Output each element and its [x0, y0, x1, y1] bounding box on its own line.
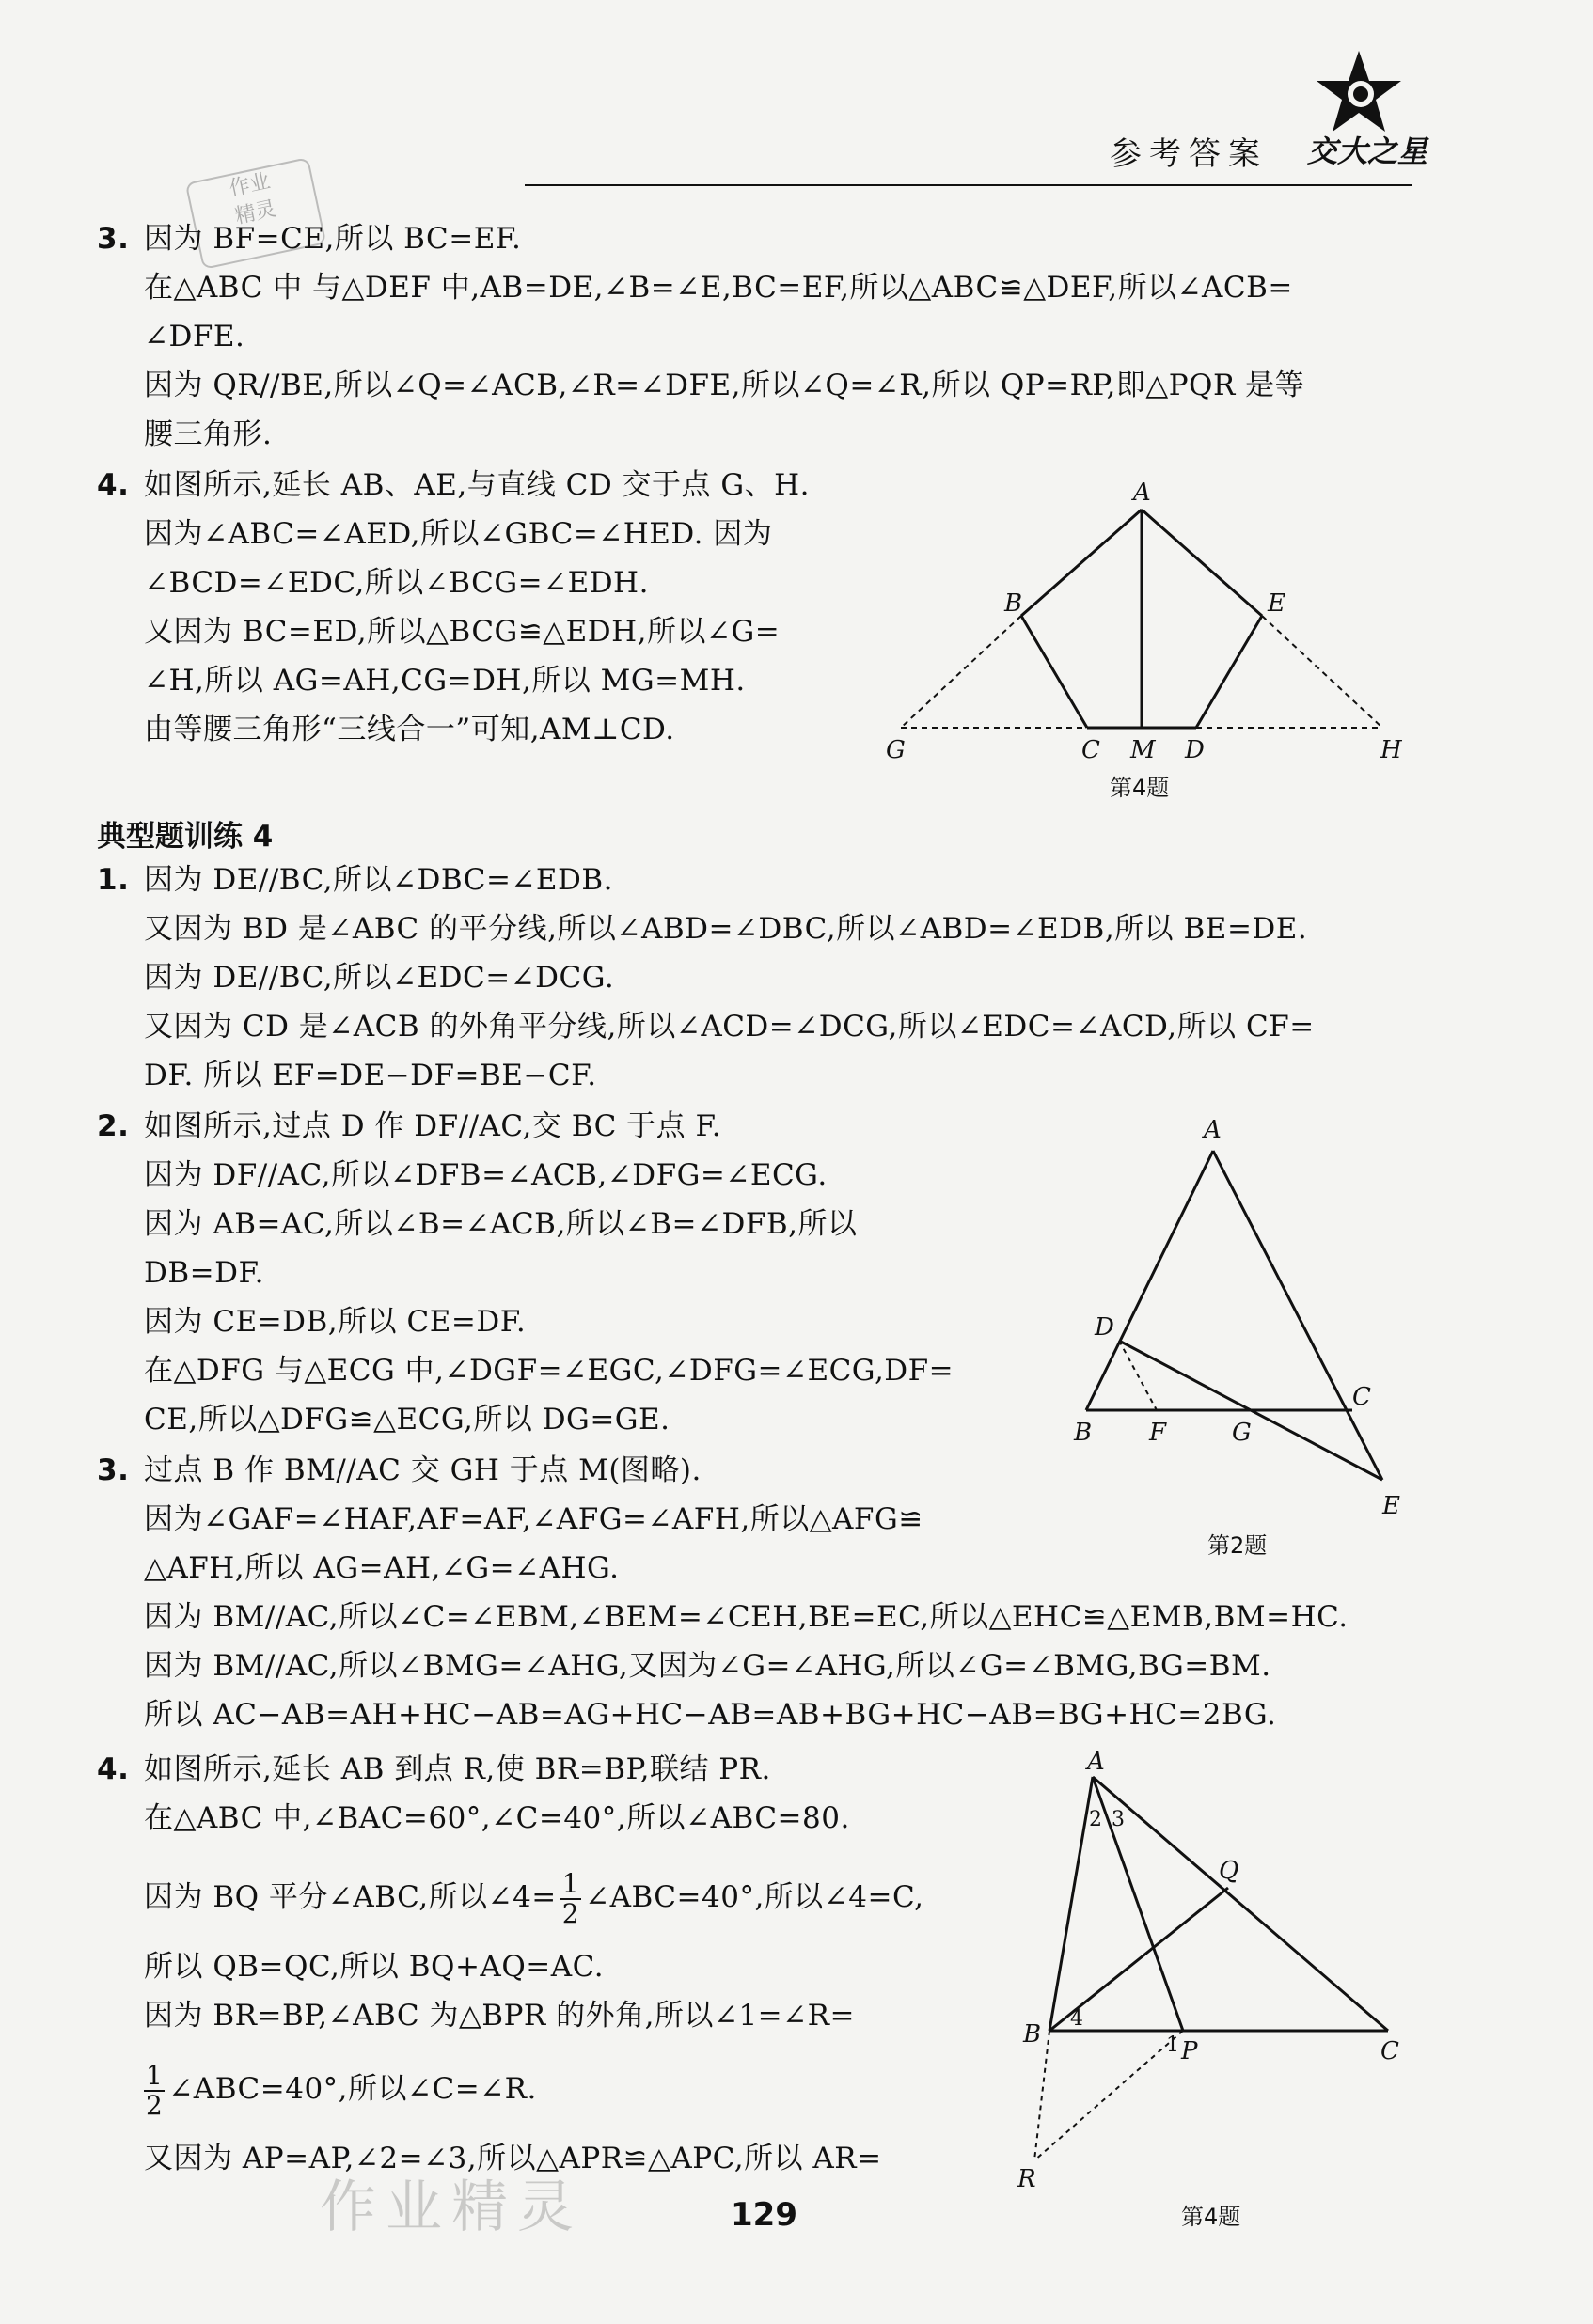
star-logo-icon	[1312, 45, 1406, 139]
segment-AE	[1142, 510, 1262, 616]
problem-number: 4.	[97, 468, 130, 502]
text-line: 因为 DE//BC,所以∠EDC=∠DCG.	[144, 961, 615, 995]
problem-number: 1.	[97, 863, 130, 897]
segment-EH-dashed	[1262, 616, 1382, 728]
fraction	[144, 2059, 165, 2121]
fraction-denominator: 2	[561, 1897, 580, 1929]
section-title: 典型题训练 4	[97, 820, 274, 854]
text-line: 在△ABC 中,∠BAC=60°,∠C=40°,所以∠ABC=80.	[144, 1801, 850, 1835]
label-A: A	[1087, 1749, 1105, 1776]
text-line: 因为 QR//BE,所以∠Q=∠ACB,∠R=∠DFE,所以∠Q=∠R,所以 QP=RP,即△PQR 是等	[144, 369, 1305, 402]
figure-caption: 第4题	[1181, 2204, 1241, 2230]
segment-AB	[1086, 1151, 1213, 1410]
segment-AB	[1021, 510, 1142, 616]
text-line: ∠DFE.	[144, 320, 245, 353]
text-line: ∠H,所以 AG=AH,CG=DH,所以 MG=MH.	[144, 664, 746, 698]
text-line: 又因为 BD 是∠ABC 的平分线,所以∠ABD=∠DBC,所以∠ABD=∠EDB,所以 BE=DE.	[144, 912, 1308, 946]
segment-BC	[1021, 616, 1087, 728]
figure-triangle-2	[1053, 1109, 1429, 1523]
header-title: 参考答案	[1110, 135, 1268, 173]
text-line: △AFH,所以 AG=AH,∠G=∠AHG.	[144, 1551, 620, 1585]
text-line: 因为 CE=DB,所以 CE=DF.	[144, 1305, 527, 1339]
label-E: E	[1382, 1492, 1400, 1520]
label-G: G	[1232, 1419, 1252, 1447]
text-line: 因为 BR=BP,∠ABC 为△BPR 的外角,所以∠1=∠R=	[144, 1999, 855, 2033]
label-angle-4: 4	[1070, 2007, 1083, 2031]
page-number: 129	[731, 2196, 797, 2234]
fraction-numerator: 1	[146, 2059, 164, 2091]
label-A: A	[1133, 479, 1151, 507]
label-M: M	[1130, 736, 1156, 764]
label-B: B	[1023, 2020, 1042, 2049]
label-C: C	[1380, 2037, 1399, 2065]
segment-BG-dashed	[901, 616, 1021, 728]
text-line: 由等腰三角形“三线合一”可知,AM⊥CD.	[144, 713, 675, 746]
figure-pentagon	[875, 470, 1420, 771]
text-line: 因为∠GAF=∠HAF,AF=AF,∠AFG=∠AFH,所以△AFG≌	[144, 1502, 923, 1536]
stamp-line: 精灵	[232, 196, 279, 229]
text-line: 又因为 AP=AP,∠2=∠3,所以△APR≌△APC,所以 AR=	[144, 2142, 882, 2175]
text-line: 在△DFG 与△ECG 中,∠DGF=∠EGC,∠DFG=∠ECG,DF=	[144, 1354, 954, 1388]
text-line: 如图所示,延长 AB 到点 R,使 BR=BP,联结 PR.	[144, 1752, 771, 1786]
watermark: 作业精灵	[320, 2175, 583, 2240]
label-D: D	[1185, 736, 1205, 764]
text-line-with-fraction	[144, 2055, 537, 2123]
label-Q: Q	[1219, 1857, 1239, 1885]
text-line: 所以 AC−AB=AH+HC−AB=AG+HC−AB=AB+BG+HC−AB=BG+HC=2BG.	[144, 1698, 1277, 1732]
text-span: 因为 BQ 平分∠ABC,所以∠4=	[144, 1880, 557, 1914]
segment-BR-dashed	[1034, 2031, 1049, 2160]
label-R: R	[1017, 2165, 1036, 2193]
label-E: E	[1268, 589, 1285, 618]
text-line: 因为∠ABC=∠AED,所以∠GBC=∠HED. 因为	[144, 517, 773, 551]
label-angle-3: 3	[1112, 1808, 1125, 1831]
text-line: 因为 DE//BC,所以∠DBC=∠EDB.	[144, 863, 614, 897]
header-rule	[525, 184, 1412, 186]
text-line: 因为 DF//AC,所以∠DFB=∠ACB,∠DFG=∠ECG.	[144, 1158, 828, 1192]
text-line: 腰三角形.	[144, 417, 273, 451]
text-line: 在△ABC 中 与△DEF 中,AB=DE,∠B=∠E,BC=EF,所以△ABC≌△DEF,所以∠ACB=	[144, 271, 1293, 305]
fraction-denominator: 2	[146, 2089, 164, 2121]
text-line: 如图所示,过点 D 作 DF//AC,交 BC 于点 F.	[144, 1109, 722, 1143]
figure-caption: 第2题	[1207, 1532, 1268, 1559]
text-line: DB=DF.	[144, 1256, 264, 1290]
text-line-with-fraction	[144, 1863, 923, 1931]
text-line: 因为 AB=AC,所以∠B=∠ACB,所以∠B=∠DFB,所以	[144, 1207, 858, 1241]
label-H: H	[1380, 736, 1402, 764]
figure-caption: 第4题	[1110, 775, 1170, 801]
text-line: DF. 所以 EF=DE−DF=BE−CF.	[144, 1059, 597, 1092]
text-line: CE,所以△DFG≌△ECG,所以 DG=GE.	[144, 1403, 670, 1437]
figure-triangle-4	[1006, 1749, 1420, 2200]
label-G: G	[886, 736, 906, 764]
text-line: ∠BCD=∠EDC,所以∠BCG=∠EDH.	[144, 566, 649, 600]
problem-number: 4.	[97, 1752, 130, 1786]
label-C: C	[1081, 736, 1100, 764]
text-line: 过点 B 作 BM//AC 交 GH 于点 M(图略).	[144, 1453, 702, 1487]
fraction	[560, 1867, 581, 1929]
brand-name: 交大之星	[1307, 133, 1428, 169]
text-line: 如图所示,延长 AB、AE,与直线 CD 交于点 G、H.	[144, 468, 811, 502]
text-line: 因为 BM//AC,所以∠C=∠EBM,∠BEM=∠CEH,BE=EC,所以△EHC≌△EMB,BM=HC.	[144, 1600, 1349, 1634]
label-angle-2: 2	[1089, 1808, 1102, 1831]
label-P: P	[1181, 2037, 1198, 2065]
label-B: B	[1074, 1419, 1093, 1447]
segment-AB	[1049, 1777, 1093, 2031]
stamp-line: 作业	[227, 169, 273, 201]
text-line: 因为 BM//AC,所以∠BMG=∠AHG,又因为∠G=∠AHG,所以∠G=∠BMG,BG=BM.	[144, 1649, 1271, 1683]
problem-number: 3.	[97, 1453, 130, 1487]
label-C: C	[1352, 1383, 1371, 1411]
text-line: 因为 BF=CE,所以 BC=EF.	[144, 222, 522, 256]
segment-ED	[1196, 616, 1262, 728]
fraction-numerator: 1	[561, 1867, 580, 1899]
label-D: D	[1095, 1313, 1114, 1342]
text-line: 又因为 CD 是∠ACB 的外角平分线,所以∠ACD=∠DCG,所以∠EDC=∠ACD,所以 CF=	[144, 1010, 1315, 1044]
text-line: 所以 QB=QC,所以 BQ+AQ=AC.	[144, 1950, 605, 1984]
label-A: A	[1204, 1116, 1222, 1144]
label-B: B	[1004, 589, 1023, 618]
label-F: F	[1149, 1419, 1167, 1447]
label-angle-1: 1	[1166, 2034, 1179, 2057]
text-span: ∠ABC=40°,所以∠C=∠R.	[168, 2072, 537, 2106]
problem-number: 3.	[97, 222, 130, 256]
problem-number: 2.	[97, 1109, 130, 1143]
text-span: ∠ABC=40°,所以∠4=C,	[585, 1880, 924, 1914]
text-line: 又因为 BC=ED,所以△BCG≌△EDH,所以∠G=	[144, 615, 781, 649]
segment-PR-dashed	[1034, 2031, 1183, 2160]
